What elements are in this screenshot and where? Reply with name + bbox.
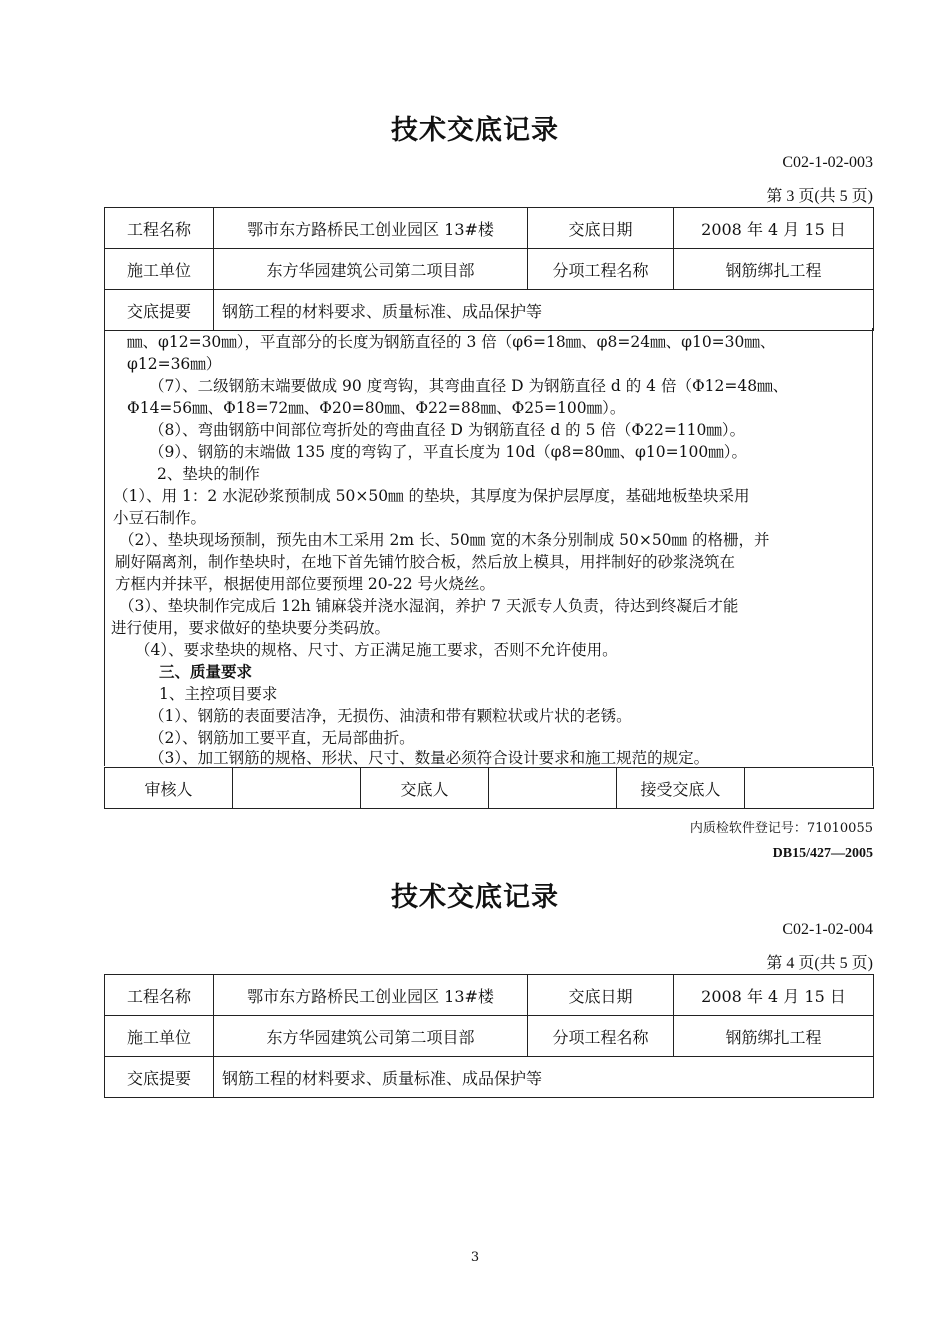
label-unit: 施工单位	[105, 1016, 214, 1057]
body-line: 小豆石制作。	[113, 509, 207, 527]
body-line: （7）、二级钢筋末端要做成 90 度弯钩，其弯曲直径 D 为钢筋直径 d 的 4 倍（Φ12=48㎜、	[149, 377, 789, 395]
doc1-header-table	[104, 207, 874, 331]
reviewer-signature-cell	[233, 768, 361, 809]
doc1-signature-table	[104, 767, 874, 809]
value-sub-project: 钢筋绑扎工程	[674, 1016, 874, 1057]
body-line: （1）、钢筋的表面要洁净，无损伤、油渍和带有颗粒状或片状的老锈。	[149, 707, 632, 725]
registration-number: 内质检软件登记号：71010055	[689, 821, 873, 836]
doc2-title: 技术交底记录	[391, 882, 559, 913]
doc2-code: C02-1-02-004	[782, 921, 873, 938]
label-discloser: 交底人	[361, 768, 489, 809]
body-line: （3）、加工钢筋的规格、形状、尺寸、数量必须符合设计要求和施工规范的规定。	[149, 749, 710, 766]
discloser-signature-cell	[489, 768, 617, 809]
label-receiver: 接受交底人	[617, 768, 745, 809]
doc1-body-text	[104, 328, 873, 766]
body-line: ㎜、φ12=30㎜），平直部分的长度为钢筋直径的 3 倍（φ6=18㎜、φ8=24㎜、φ10=30㎜、	[127, 333, 776, 351]
doc2-header-table	[104, 974, 874, 1098]
body-line: 进行使用，要求做好的垫块要分类码放。	[111, 619, 391, 637]
label-date: 交底日期	[528, 208, 674, 249]
label-sub-project: 分项工程名称	[528, 249, 674, 290]
standard-code: DB15/427—2005	[772, 846, 873, 861]
body-line: （8）、弯曲钢筋中间部位弯折处的弯曲直径 D 为钢筋直径 d 的 5 倍（Φ22=110㎜）。	[149, 421, 746, 439]
doc1-title: 技术交底记录	[391, 115, 559, 146]
label-sub-project: 分项工程名称	[528, 1016, 674, 1057]
body-line: （4）、要求垫块的规格、尺寸、方正满足施工要求，否则不允许使用。	[135, 641, 618, 659]
body-line: （1）、用 1：2 水泥砂浆预制成 50×50㎜ 的垫块，其厚度为保护层厚度，基础地板垫块采用	[113, 487, 750, 505]
value-summary: 钢筋工程的材料要求、质量标准、成品保护等	[214, 290, 874, 331]
page-number: 3	[470, 1250, 480, 1265]
label-unit: 施工单位	[105, 249, 214, 290]
label-summary: 交底提要	[105, 1057, 214, 1098]
label-date: 交底日期	[528, 975, 674, 1016]
label-project-name: 工程名称	[105, 208, 214, 249]
value-unit: 东方华园建筑公司第二项目部	[214, 249, 528, 290]
body-line: （2）、钢筋加工要平直，无局部曲折。	[149, 729, 415, 747]
body-line: 方框内并抹平，根据使用部位要预埋 20-22 号火烧丝。	[115, 575, 496, 593]
body-line: 刷好隔离剂，制作垫块时，在地下首先铺竹胶合板，然后放上模具，用拌制好的砂浆浇筑在	[115, 553, 736, 571]
doc1-page-info: 第 3 页(共 5 页)	[766, 188, 873, 205]
value-sub-project: 钢筋绑扎工程	[674, 249, 874, 290]
section-heading: 三、质量要求	[159, 662, 253, 681]
body-line: 2、垫块的制作	[157, 465, 260, 483]
body-line: 1、主控项目要求	[159, 685, 278, 703]
value-date: 2008 年 4 月 15 日	[674, 975, 874, 1016]
body-line: （9）、钢筋的末端做 135 度的弯钩了，平直长度为 10d（φ8=80㎜、φ10=100㎜）。	[149, 443, 747, 461]
doc1-code: C02-1-02-003	[782, 154, 873, 171]
receiver-signature-cell	[745, 768, 874, 809]
doc2-page-info: 第 4 页(共 5 页)	[766, 955, 873, 972]
body-line: （2）、垫块现场预制，预先由木工采用 2m 长、50㎜ 宽的木条分别制成 50×50㎜ 的格栅，并	[119, 531, 770, 549]
body-line: φ12=36㎜）	[127, 355, 222, 373]
value-date: 2008 年 4 月 15 日	[674, 208, 874, 249]
label-project-name: 工程名称	[105, 975, 214, 1016]
label-summary: 交底提要	[105, 290, 214, 331]
value-project-name: 鄂市东方路桥民工创业园区 13#楼	[214, 975, 528, 1016]
body-line: Φ14=56㎜、Φ18=72㎜、Φ20=80㎜、Φ22=88㎜、Φ25=100㎜）。	[127, 399, 626, 417]
value-project-name: 鄂市东方路桥民工创业园区 13#楼	[214, 208, 528, 249]
value-unit: 东方华园建筑公司第二项目部	[214, 1016, 528, 1057]
body-line: （3）、垫块制作完成后 12h 铺麻袋并浇水湿润，养护 7 天派专人负责，待达到终凝后才能	[119, 597, 739, 615]
value-summary: 钢筋工程的材料要求、质量标准、成品保护等	[214, 1057, 874, 1098]
label-reviewer: 审核人	[105, 768, 233, 809]
